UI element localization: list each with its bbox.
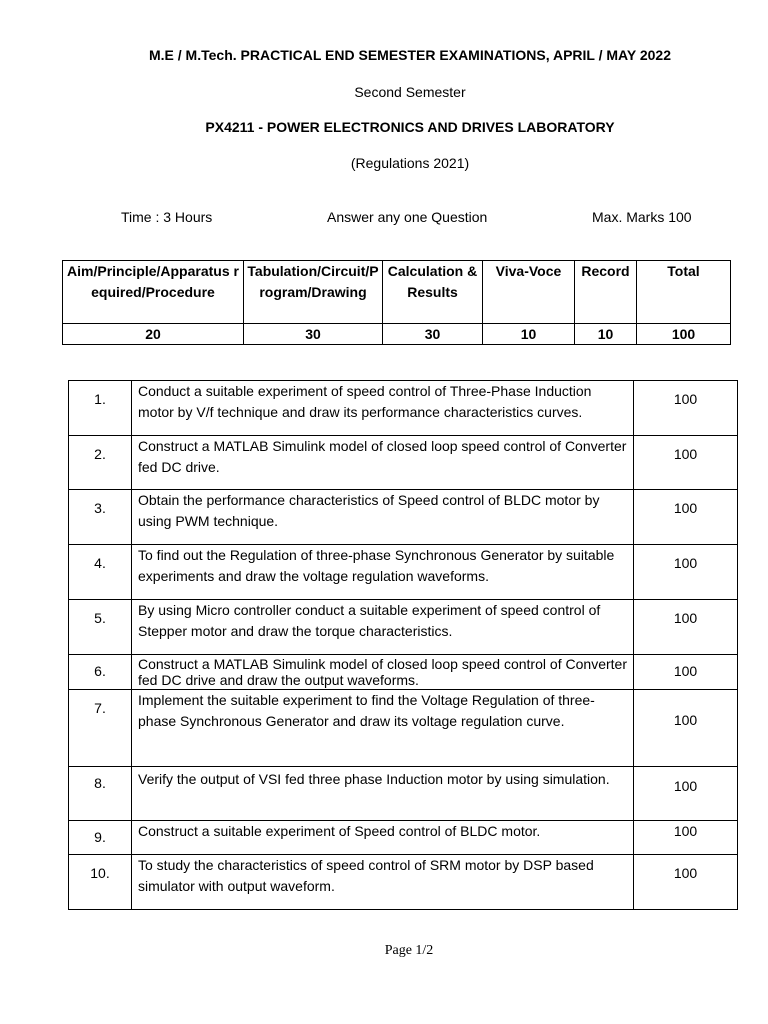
question-row <box>69 490 738 545</box>
question-marks: 100 <box>634 690 738 767</box>
marks-value-cell: 30 <box>244 324 383 345</box>
exam-instruction: Answer any one Question <box>327 209 488 225</box>
question-row <box>69 436 738 490</box>
question-number: 2. <box>69 436 132 490</box>
question-text: Conduct a suitable experiment of speed control of Three-Phase Induction motor by V/f technique and draw its performance characteristics curves. <box>132 381 634 436</box>
question-row <box>69 690 738 767</box>
course-title: PX4211 - POWER ELECTRONICS AND DRIVES LABORATORY <box>205 119 615 135</box>
question-marks: 100 <box>634 655 738 690</box>
question-text: By using Micro controller conduct a suitable experiment of speed control of Stepper motor and draw the torque characteristics. <box>132 600 634 655</box>
question-number: 6. <box>69 655 132 690</box>
marks-header-cell: Tabulation/Circuit/Program/Drawing <box>244 261 383 324</box>
question-text: Construct a MATLAB Simulink model of closed loop speed control of Converter fed DC drive. <box>132 436 634 490</box>
question-number: 4. <box>69 545 132 600</box>
question-number: 10. <box>69 855 132 910</box>
exam-title: M.E / M.Tech. PRACTICAL END SEMESTER EXAMINATIONS, APRIL / MAY 2022 <box>149 47 671 63</box>
question-marks: 100 <box>634 767 738 821</box>
question-marks: 100 <box>634 545 738 600</box>
question-marks: 100 <box>634 436 738 490</box>
marks-value-row <box>63 324 731 345</box>
question-marks: 100 <box>634 855 738 910</box>
marks-distribution-table <box>62 260 731 345</box>
questions-table <box>68 380 738 910</box>
exam-duration: Time : 3 Hours <box>121 209 213 225</box>
question-marks: 100 <box>634 600 738 655</box>
question-number: 7. <box>69 690 132 767</box>
question-row <box>69 655 738 690</box>
question-row <box>69 821 738 855</box>
marks-value-cell: 10 <box>483 324 575 345</box>
question-number: 8. <box>69 767 132 821</box>
question-marks: 100 <box>634 381 738 436</box>
semester-label: Second Semester <box>354 84 466 100</box>
question-text: Implement the suitable experiment to find the Voltage Regulation of three-phase Synchronous Generator and draw its voltage regulation curve. <box>132 690 634 767</box>
question-row <box>69 545 738 600</box>
question-row <box>69 855 738 910</box>
page-number: Page 1/2 <box>384 943 434 958</box>
question-text: Verify the output of VSI fed three phase Induction motor by using simulation. <box>132 767 634 821</box>
question-number: 1. <box>69 381 132 436</box>
question-number: 9. <box>69 821 132 855</box>
question-row <box>69 767 738 821</box>
marks-header-cell: Total <box>637 261 731 324</box>
marks-header-cell: Record <box>575 261 637 324</box>
question-marks: 100 <box>634 490 738 545</box>
question-number: 3. <box>69 490 132 545</box>
marks-header-cell: Aim/Principle/Apparatus required/Procedure <box>63 261 244 324</box>
marks-header-row <box>63 261 731 324</box>
question-text: Obtain the performance characteristics of Speed control of BLDC motor by using PWM technique. <box>132 490 634 545</box>
marks-header-cell: Viva-Voce <box>483 261 575 324</box>
question-text: To study the characteristics of speed control of SRM motor by DSP based simulator with output waveform. <box>132 855 634 910</box>
marks-value-cell: 10 <box>575 324 637 345</box>
question-row <box>69 381 738 436</box>
regulations-label: (Regulations 2021) <box>350 155 470 171</box>
question-marks: 100 <box>634 821 738 855</box>
marks-value-cell: 100 <box>637 324 731 345</box>
max-marks: Max. Marks 100 <box>592 209 692 225</box>
marks-header-cell: Calculation & Results <box>383 261 483 324</box>
marks-value-cell: 30 <box>383 324 483 345</box>
marks-value-cell: 20 <box>63 324 244 345</box>
question-text: Construct a MATLAB Simulink model of closed loop speed control of Converter fed DC drive and draw the output waveforms. <box>132 655 634 690</box>
question-text: Construct a suitable experiment of Speed control of BLDC motor. <box>132 821 634 855</box>
question-number: 5. <box>69 600 132 655</box>
question-row <box>69 600 738 655</box>
question-text: To find out the Regulation of three-phase Synchronous Generator by suitable experiments and draw the voltage regulation waveforms. <box>132 545 634 600</box>
